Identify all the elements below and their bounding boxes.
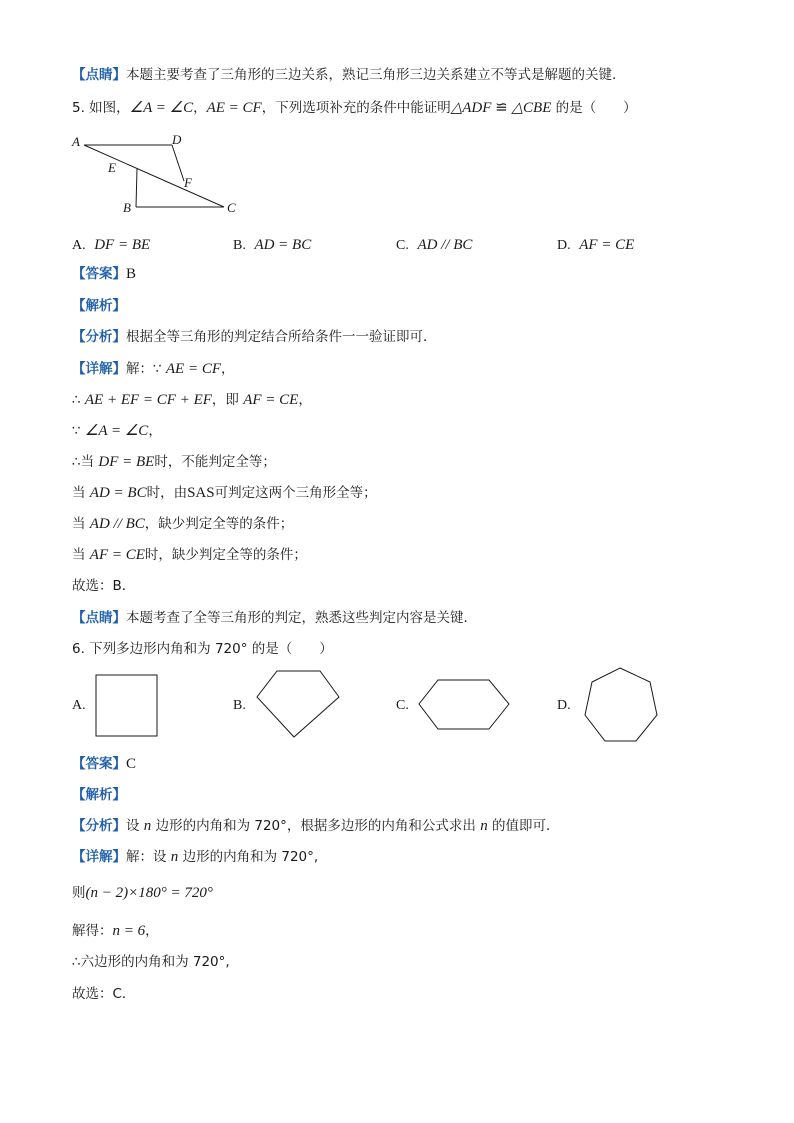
q5-fenxi: 【分析】根据全等三角形的判定结合所给条件一一验证即可． <box>72 329 437 345</box>
q5-detail-3: ∵ ∠A = ∠C， <box>72 423 162 439</box>
q5-answer: 【答案】B <box>72 266 137 282</box>
comment-text: 本题主要考查了三角形的三边关系，熟记三角形三边关系建立不等式是解题的关键． <box>126 67 626 83</box>
option-c[interactable]: C. AD // BC <box>396 237 473 253</box>
q6-fenxi: 【分析】设 n 边形的内角和为 720°，根据多边形的内角和公式求出 n 的值即可． <box>72 818 560 834</box>
q6-conclusion: ∴六边形的内角和为 720°, <box>72 954 230 970</box>
shape-square[interactable] <box>94 673 160 739</box>
q6-analysis-tag: 【解析】 <box>72 787 126 803</box>
q5-detail-1: 【详解】解：∵ AE = CF， <box>72 361 235 377</box>
shape-label-a[interactable]: A. <box>72 698 86 713</box>
q6-detail: 【详解】解：设 n 边形的内角和为 720°, <box>72 849 319 865</box>
label-d: D <box>172 132 182 147</box>
segment-df <box>172 145 184 181</box>
q5-detail-7: 当 AF = CE时，缺少判定全等的条件； <box>72 547 307 563</box>
q5-analysis-tag: 【解析】 <box>72 298 126 314</box>
comment-line-prev <box>72 66 626 84</box>
label-c: C <box>227 200 236 215</box>
label-a: A <box>72 134 80 149</box>
q5-detail-6: 当 AD // BC，缺少判定全等的条件； <box>72 516 294 532</box>
label-f: F <box>184 175 192 190</box>
q5-choose: 故选：B． <box>72 578 136 594</box>
question-6-stem: 6. 下列多边形内角和为 720° 的是（ ） <box>72 641 333 657</box>
shape-label-b[interactable]: B. <box>233 698 246 713</box>
question-5-stem: 5. 如图，∠A = ∠C，AE = CF，下列选项补充的条件中能证明△ADF ≌ △CBE 的是（ ） <box>72 100 637 116</box>
option-d[interactable]: D. AF = CE <box>557 237 635 253</box>
q6-choose: 故选：C． <box>72 986 136 1002</box>
q5-comment: 【点睛】本题考查了全等三角形的判定，熟悉这些判定内容是关键． <box>72 610 477 626</box>
shape-heptagon[interactable] <box>580 665 662 745</box>
q6-equation: 则(n − 2)×180° = 720° <box>72 885 213 901</box>
segment-eb <box>136 169 137 207</box>
shape-hexagon[interactable] <box>416 677 512 733</box>
q6-answer: 【答案】C <box>72 756 137 772</box>
q5-detail-2: ∴ AE + EF = CF + EF，即 AF = CE， <box>72 392 312 408</box>
segment-ac <box>84 145 224 207</box>
option-b[interactable]: B. AD = BC <box>233 237 312 253</box>
q5-detail-5: 当 AD = BC时，由SAS可判定这两个三角形全等； <box>72 485 377 501</box>
shape-pentagon[interactable] <box>254 668 342 740</box>
comment-tag: 【点睛】 <box>72 67 126 83</box>
label-e: E <box>108 160 116 175</box>
q5-detail-4: ∴当 DF = BE时，不能判定全等； <box>72 454 276 470</box>
shape-label-c[interactable]: C. <box>396 698 409 713</box>
option-a[interactable]: A. DF = BE <box>72 237 151 253</box>
label-b: B <box>123 200 131 215</box>
question-5-figure <box>66 128 246 220</box>
shape-label-d[interactable]: D. <box>557 698 571 713</box>
q6-solve: 解得：n = 6， <box>72 923 159 939</box>
